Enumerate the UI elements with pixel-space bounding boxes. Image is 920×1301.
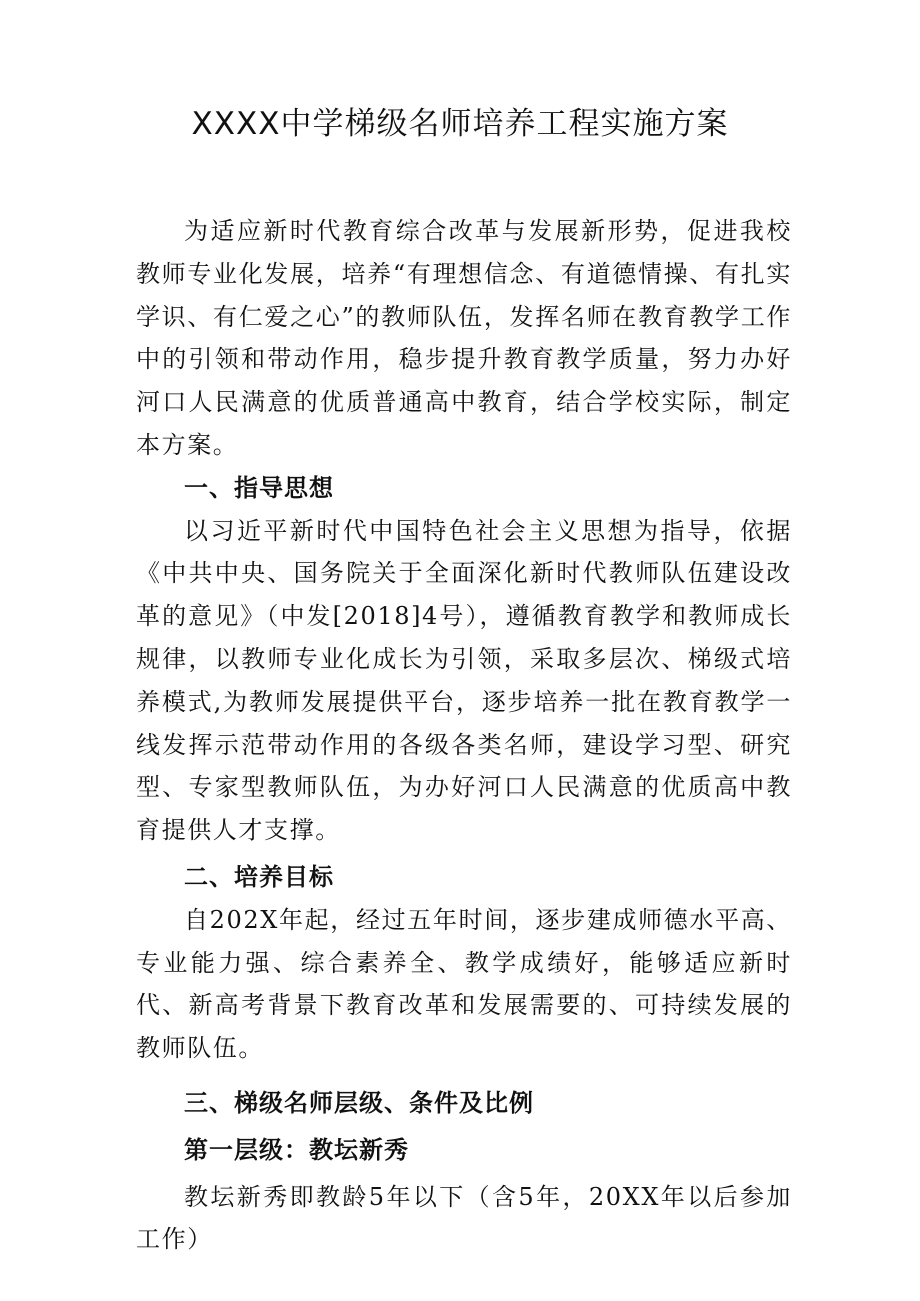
section-heading-teacher-levels: 三、梯级名师层级、条件及比例 bbox=[184, 1088, 534, 1117]
subsection-heading-level-one: 第一层级：教坛新秀 bbox=[184, 1135, 409, 1164]
level-one-paragraph: 教坛新秀即教龄5年以下（含5年，20XX年以后参加工作） bbox=[136, 1182, 792, 1254]
document-body bbox=[136, 210, 792, 1261]
training-goal-paragraph: 自202X年起，经过五年时间，逐步建成师德水平高、专业能力强、综合素养全、教学成绩好，能够适应新时代、新高考背景下教育改革和发展需要的、可持续发展的教师队伍。 bbox=[136, 905, 792, 1063]
section-heading-guiding-ideology: 一、指导思想 bbox=[184, 473, 334, 502]
document-title: XXXX中学梯级名师培养工程实施方案 bbox=[191, 106, 729, 142]
section-heading-training-goal: 二、培养目标 bbox=[184, 862, 334, 891]
intro-paragraph: 为适应新时代教育综合改革与发展新形势，促进我校教师专业化发展，培养“有理想信念、有道德情操、有扎实学识、有仁爱之心”的教师队伍，发挥名师在教育教学工作中的引领和带动作用，稳步提升教育教学质量，努力办好河口人民满意的优质普通高中教育，结合学校实际，制定本方案。 bbox=[136, 217, 792, 459]
guiding-ideology-paragraph: 以习近平新时代中国特色社会主义思想为指导，依据《中共中央、国务院关于全面深化新时代教师队伍建设改革的意见》（中发[2018]4号），遵循教育教学和教师成长规律，以教师专业化成长为引领，采取多层次、梯级式培养模式,为教师发展提供平台，逐步培养一批在教育教学一线发挥示范带动作用的各级各类名师，建设学习型、研究型、专家型教师队伍，为办好河口人民满意的优质高中教育提供人才支撑。 bbox=[136, 516, 792, 845]
